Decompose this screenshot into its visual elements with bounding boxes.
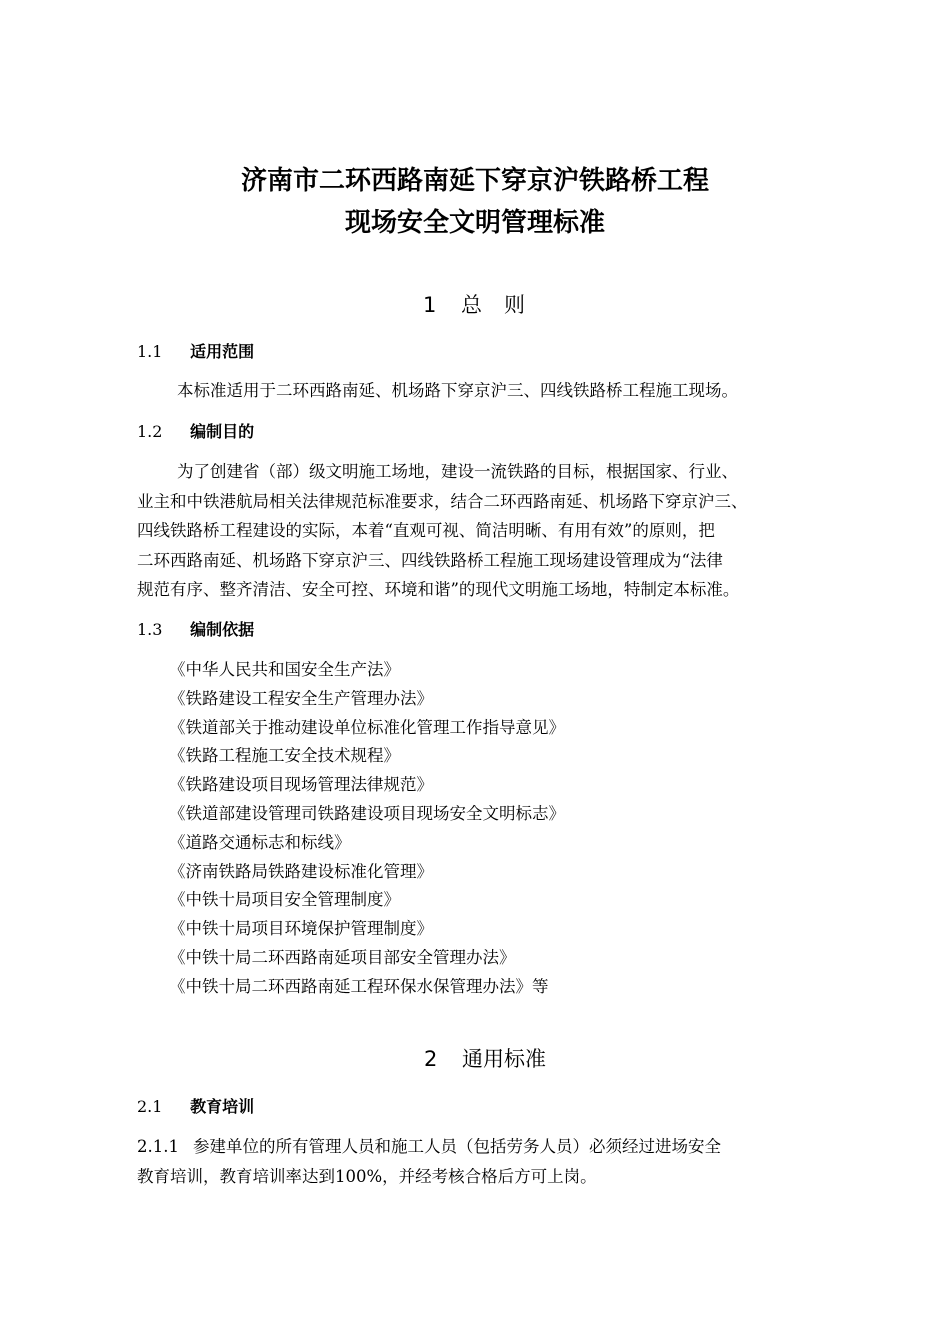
reference-item: 《铁路建设工程安全生产管理办法》 — [169, 688, 433, 708]
paragraph-line: 为了创建省（部）级文明施工场地，建设一流铁路的目标，根据国家、行业、 — [177, 462, 738, 481]
paragraph-line: 二环西路南延、机场路下穿京沪三、四线铁路桥工程施工现场建设管理成为“法律 — [137, 550, 723, 570]
reference-item: 《道路交通标志和标线》 — [169, 832, 351, 852]
paragraph-line: 规范有序、整齐清洁、安全可控、环境和谐”的现代文明施工场地，特制定本标准。 — [137, 580, 740, 599]
reference-item: 《济南铁路局铁路建设标准化管理》 — [169, 861, 433, 881]
section-1-1-number: 1.1 — [137, 342, 163, 361]
reference-item: 《中铁十局二环西路南延项目部安全管理办法》 — [169, 947, 516, 967]
section-1-2-label: 编制目的 — [190, 422, 255, 441]
paragraph-line: 本标准适用于二环西路南延、机场路下穿京沪三、四线铁路桥工程施工现场。 — [177, 381, 738, 400]
section-1-3-label: 编制依据 — [190, 620, 255, 639]
chapter-2-title: 通用标准 — [462, 1047, 547, 1071]
chapter-1-number: 1 — [422, 293, 437, 317]
chapter-2-number: 2 — [423, 1047, 438, 1071]
reference-item: 《铁路工程施工安全技术规程》 — [169, 746, 400, 766]
paragraph-line — [137, 1132, 837, 1162]
section-2-1-1-number: 2.1.1 — [137, 1137, 179, 1156]
paragraph-line: 业主和中铁港航局相关法律规范标准要求，结合二环西路南延、机场路下穿京沪三、 — [137, 491, 748, 511]
chapter-1-title: 总则 — [461, 293, 548, 317]
chapter-1-heading — [0, 292, 950, 318]
section-1-2-number: 1.2 — [137, 422, 163, 441]
reference-item: 《铁道部建设管理司铁路建设项目现场安全文明标志》 — [169, 803, 565, 823]
paragraph-line: 四线铁路桥工程建设的实际，本着“直观可视、简洁明晰、有用有效”的原则，把 — [137, 521, 715, 540]
section-1-1-paragraph — [137, 376, 837, 406]
paragraph-text: 参建单位的所有管理人员和施工人员（包括劳务人员）必须经过进场安全 — [192, 1137, 721, 1156]
reference-item: 《中铁十局二环西路南延工程环保水保管理办法》等 — [169, 976, 549, 996]
section-2-1-1-paragraph — [137, 1132, 837, 1191]
chapter-2-heading — [0, 1046, 950, 1072]
section-1-2-paragraph — [137, 457, 837, 605]
section-1-3-heading — [137, 619, 254, 641]
paragraph-line: 教育培训，教育培训率达到100%，并经考核合格后方可上岗。 — [137, 1166, 597, 1186]
reference-item: 《中铁十局项目安全管理制度》 — [169, 890, 400, 910]
reference-item: 《中华人民共和国安全生产法》 — [169, 660, 400, 679]
section-2-1-heading — [137, 1096, 254, 1118]
section-1-3-number: 1.3 — [137, 620, 163, 639]
document-title-line-1: 济南市二环西路南延下穿京沪铁路桥工程 — [240, 166, 709, 196]
reference-item: 《铁道部关于推动建设单位标准化管理工作指导意见》 — [169, 717, 565, 737]
section-1-1-heading — [137, 341, 254, 363]
document-title-line-2: 现场安全文明管理标准 — [344, 208, 605, 238]
reference-list — [169, 656, 565, 1002]
section-2-1-label: 教育培训 — [190, 1097, 255, 1116]
section-2-1-number: 2.1 — [137, 1097, 163, 1116]
section-1-2-heading — [137, 421, 254, 443]
section-1-1-label: 适用范围 — [190, 342, 255, 361]
reference-item: 《中铁十局项目环境保护管理制度》 — [169, 919, 433, 939]
reference-item: 《铁路建设项目现场管理法律规范》 — [169, 775, 433, 795]
